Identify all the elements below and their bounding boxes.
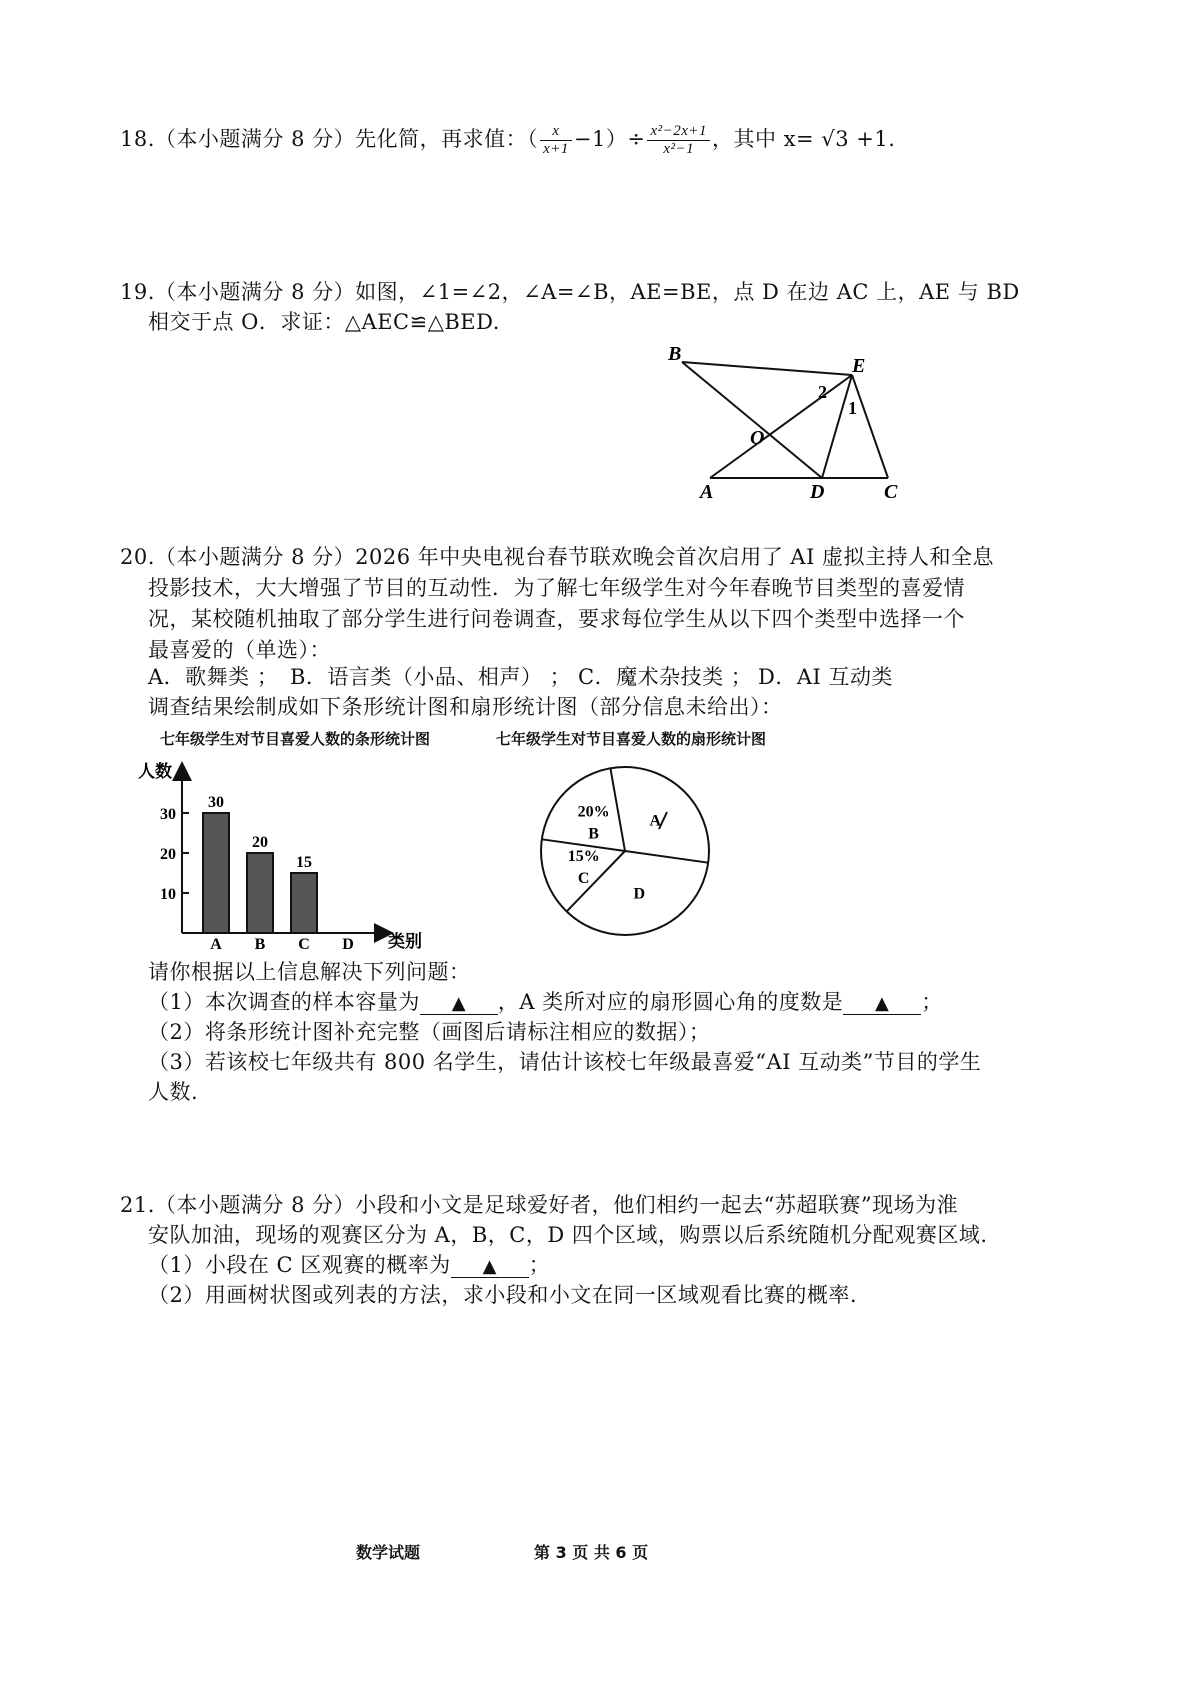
q19-geometry-figure (660, 340, 910, 500)
label-E: E (852, 355, 866, 377)
pie-chart (530, 760, 720, 950)
answer-blank-angle-a[interactable]: ▲ (843, 994, 921, 1015)
pie-percent-label-C: 15% (567, 848, 600, 866)
q20-sub1-end: ； (921, 990, 943, 1014)
answer-blank-probability[interactable]: ▲ (451, 1257, 529, 1278)
x-tick-label-A: A (210, 936, 222, 953)
label-O: O (750, 427, 765, 449)
label-angle-1: 1 (848, 398, 857, 418)
q18-mid: −1）÷ (573, 127, 646, 151)
q21-line-1: 21.（本小题满分 8 分）小段和小文是足球爱好者，他们相约一起去“苏超联赛”现场为淮 (120, 1193, 959, 1217)
label-angle-2: 2 (818, 382, 827, 402)
bar-value-label-B: 20 (252, 834, 268, 851)
bar-chart-title: 七年级学生对节目喜爱人数的条形统计图 (160, 730, 431, 748)
q20-option-a: A．歌舞类 ； (148, 665, 279, 689)
bar-chart-xlabel: 类别 (388, 932, 422, 951)
bar-chart-ylabel: 人数 (138, 762, 172, 781)
q20-line-4: 最喜爱的（单选）： (148, 638, 331, 662)
q21-line-2: 安队加油，现场的观赛区分为 A，B，C，D 四个区域，购票以后系统随机分配观赛区域. (148, 1223, 988, 1247)
q20-sub1-text-b: ，A 类所对应的扇形圆心角的度数是 (497, 990, 844, 1014)
q18-fraction-2: $\frac{\text{x²−2x+1}}{\text{x²−1}}$ (647, 123, 710, 158)
bar-value-label-C: 15 (296, 854, 312, 871)
y-tick-label-20: 20 (160, 846, 176, 863)
q21-sub1-text: （1）小段在 C 区观赛的概率为 (148, 1253, 451, 1277)
q21-sub-1 (148, 1250, 550, 1280)
q21-sub1-end: ； (528, 1253, 551, 1277)
label-B: B (668, 343, 682, 365)
label-A: A (700, 481, 714, 500)
pie-label-C: C (577, 870, 590, 888)
answer-blank-sample-size[interactable]: ▲ (420, 994, 498, 1015)
q20-line-1: 20.（本小题满分 8 分）2026 年中央电视台春节联欢晚会首次启用了 AI 虚拟主持人和全息 (120, 545, 995, 569)
bar-A (203, 813, 229, 933)
q20-line-6: 调查结果绘制成如下条形统计图和扇形统计图（部分信息未给出）： (148, 695, 783, 719)
x-tick-label-D: D (342, 936, 354, 953)
pie-label-B: B (588, 825, 599, 843)
bar-chart (120, 755, 450, 955)
question-18 (120, 123, 895, 158)
q18-head: （本小题满分 8 分）先化简，再求值：（ (154, 127, 539, 151)
q20-option-c: C．魔术杂技类 ； (578, 665, 753, 689)
q20-line-2: 投影技术，大大增强了节目的互动性．为了解七年级学生对今年春晚节目类型的喜爱情 (148, 576, 965, 600)
x-tick-label-B: B (254, 936, 266, 953)
q20-sub-3-line-1: （3）若该校七年级共有 800 名学生，请估计该校七年级最喜爱“AI 互动类”节目的学生 (148, 1050, 982, 1074)
q20-sub-3-line-2: 人数. (148, 1080, 199, 1104)
q21-sub-2: （2）用画树状图或列表的方法，求小段和小文在同一区域观看比赛的概率. (148, 1283, 858, 1307)
q20-option-d: D．AI 互动类 (758, 665, 893, 689)
bar-C (291, 873, 317, 933)
bar-B (247, 853, 273, 933)
q18-tail: ，其中 x= √3 +1. (712, 127, 896, 151)
y-tick-label-10: 10 (160, 886, 176, 903)
q18-number: 18. (120, 127, 155, 151)
bar-value-label-A: 30 (208, 794, 224, 811)
pie-chart-title: 七年级学生对节目喜爱人数的扇形统计图 (496, 730, 767, 748)
q20-sub1-text-a: （1）本次调查的样本容量为 (148, 990, 420, 1014)
q20-sub-1 (148, 987, 943, 1017)
label-D: D (810, 481, 825, 500)
y-tick-label-30: 30 (160, 806, 176, 823)
pie-label-D: D (633, 885, 646, 903)
footer-subject: 数学试题 (356, 1543, 421, 1562)
q20-sub-2: （2）将条形统计图补充完整（画图后请标注相应的数据）； (148, 1020, 711, 1044)
q18-fraction-1: $\frac{x}{x+1}$ (540, 123, 572, 158)
pie-percent-label-B: 20% (577, 803, 610, 821)
q20-option-b: B．语言类（小品、相声） ； (290, 665, 572, 689)
pie-label-A: A (649, 812, 662, 830)
q19-line-1: 19.（本小题满分 8 分）如图，∠1=∠2，∠A=∠B，AE=BE，点 D 在边 AC 上，AE 与 BD (120, 280, 1020, 304)
label-C: C (884, 481, 898, 500)
q20-ask: 请你根据以上信息解决下列问题： (148, 960, 471, 984)
q20-line-3: 况，某校随机抽取了部分学生进行问卷调查，要求每位学生从以下四个类型中选择一个 (148, 607, 965, 631)
footer-page-number: 第 3 页 共 6 页 (534, 1543, 649, 1562)
q19-line-2: 相交于点 O．求证：△AEC≌△BED. (148, 310, 500, 334)
x-tick-label-C: C (298, 936, 310, 953)
